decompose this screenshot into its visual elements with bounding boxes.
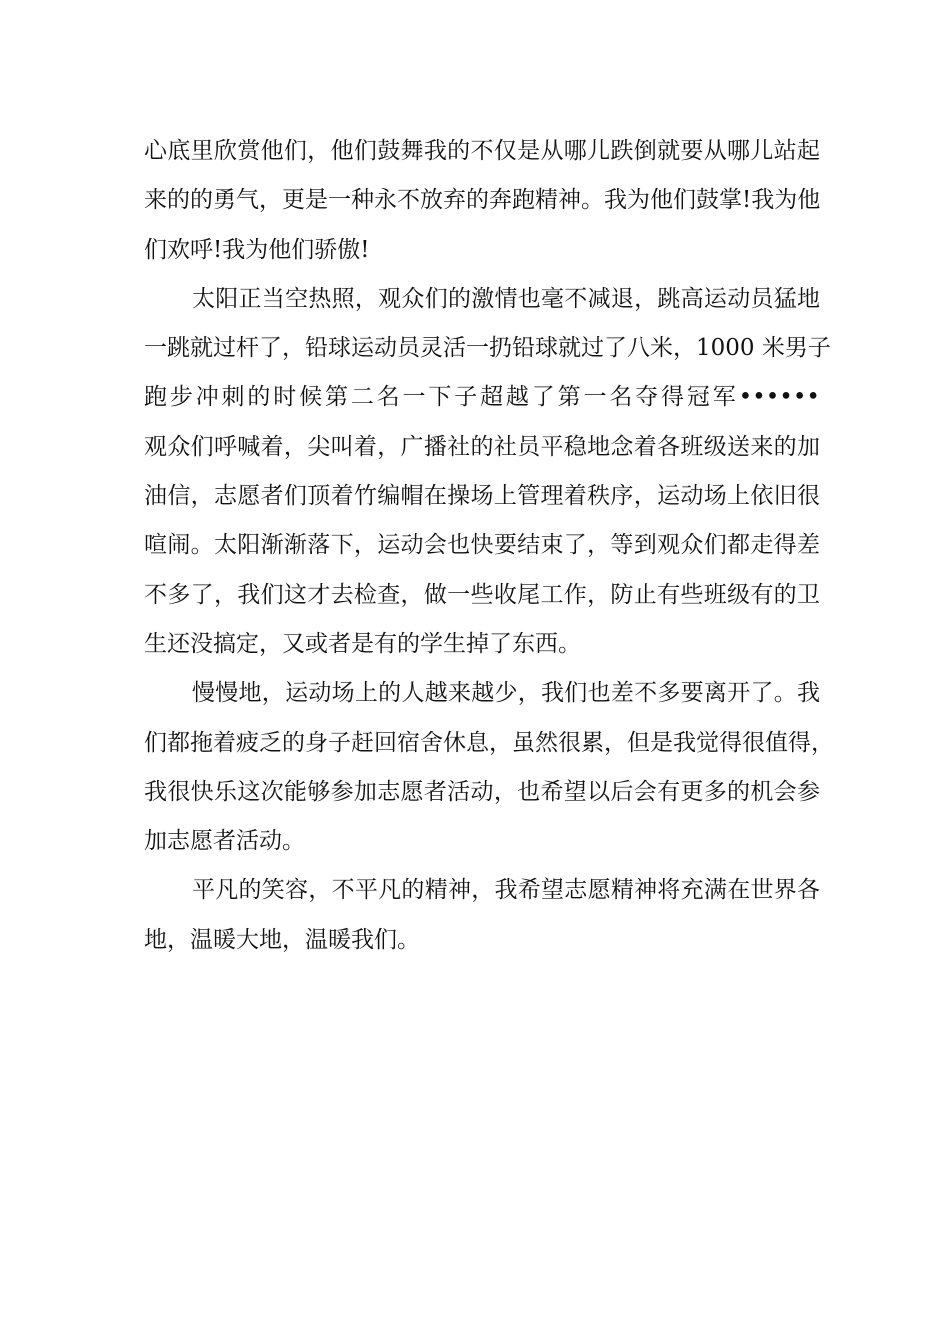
- paragraph-2: [144, 275, 831, 669]
- paragraph-line: 喧闹。太阳渐渐落下，运动会也快要结束了，等到观众们都走得差: [144, 532, 820, 559]
- essay-body: [144, 127, 834, 965]
- paragraph-line: 油信，志愿者们顶着竹编帽在操场上管理着秩序，运动场上依旧很: [144, 483, 820, 510]
- paragraph-line: 心底里欣赏他们，他们鼓舞我的不仅是从哪儿跌倒就要从哪儿站起: [144, 138, 820, 164]
- paragraph-line: 不多了，我们这才去检查，做一些收尾工作，防止有些班级有的卫: [144, 581, 820, 608]
- paragraph-line: 们欢呼!我为他们骄傲!: [144, 236, 370, 263]
- paragraph-line: 地，温暖大地，温暖我们。: [144, 926, 420, 953]
- paragraph-line: 一跳就过杆了，铅球运动员灵活一扔铅球就过了八米，1000 米男子: [144, 335, 831, 362]
- paragraph-1: [144, 127, 820, 275]
- paragraph-line: 跑步冲刺的时候第二名一下子超越了第一名夺得冠军••••••: [144, 384, 820, 411]
- paragraph-line: 来的的勇气，更是一种永不放弃的奔跑精神。我为他们鼓掌!我为他: [144, 187, 821, 214]
- paragraph-line: 太阳正当空热照，观众们的激情也毫不减退，跳高运动员猛地: [192, 285, 820, 312]
- paragraph-line: 们都拖着疲乏的身子赶回宿舍休息，虽然很累，但是我觉得很值得，: [144, 729, 834, 756]
- paragraph-line: 生还没搞定，又或者是有的学生掉了东西。: [144, 630, 581, 657]
- paragraph-line: 平凡的笑容，不平凡的精神，我希望志愿精神将充满在世界各: [192, 877, 820, 904]
- paragraph-4: [144, 866, 820, 965]
- paragraph-line: 观众们呼喊着，尖叫着，广播社的社员平稳地念着各班级送来的加: [144, 433, 820, 460]
- paragraph-line: 慢慢地，运动场上的人越来越少，我们也差不多要离开了。我: [192, 680, 820, 707]
- paragraph-3: [144, 669, 834, 866]
- paragraph-line: 加志愿者活动。: [144, 828, 305, 855]
- paragraph-line: 我很快乐这次能够参加志愿者活动，也希望以后会有更多的机会参: [144, 778, 820, 805]
